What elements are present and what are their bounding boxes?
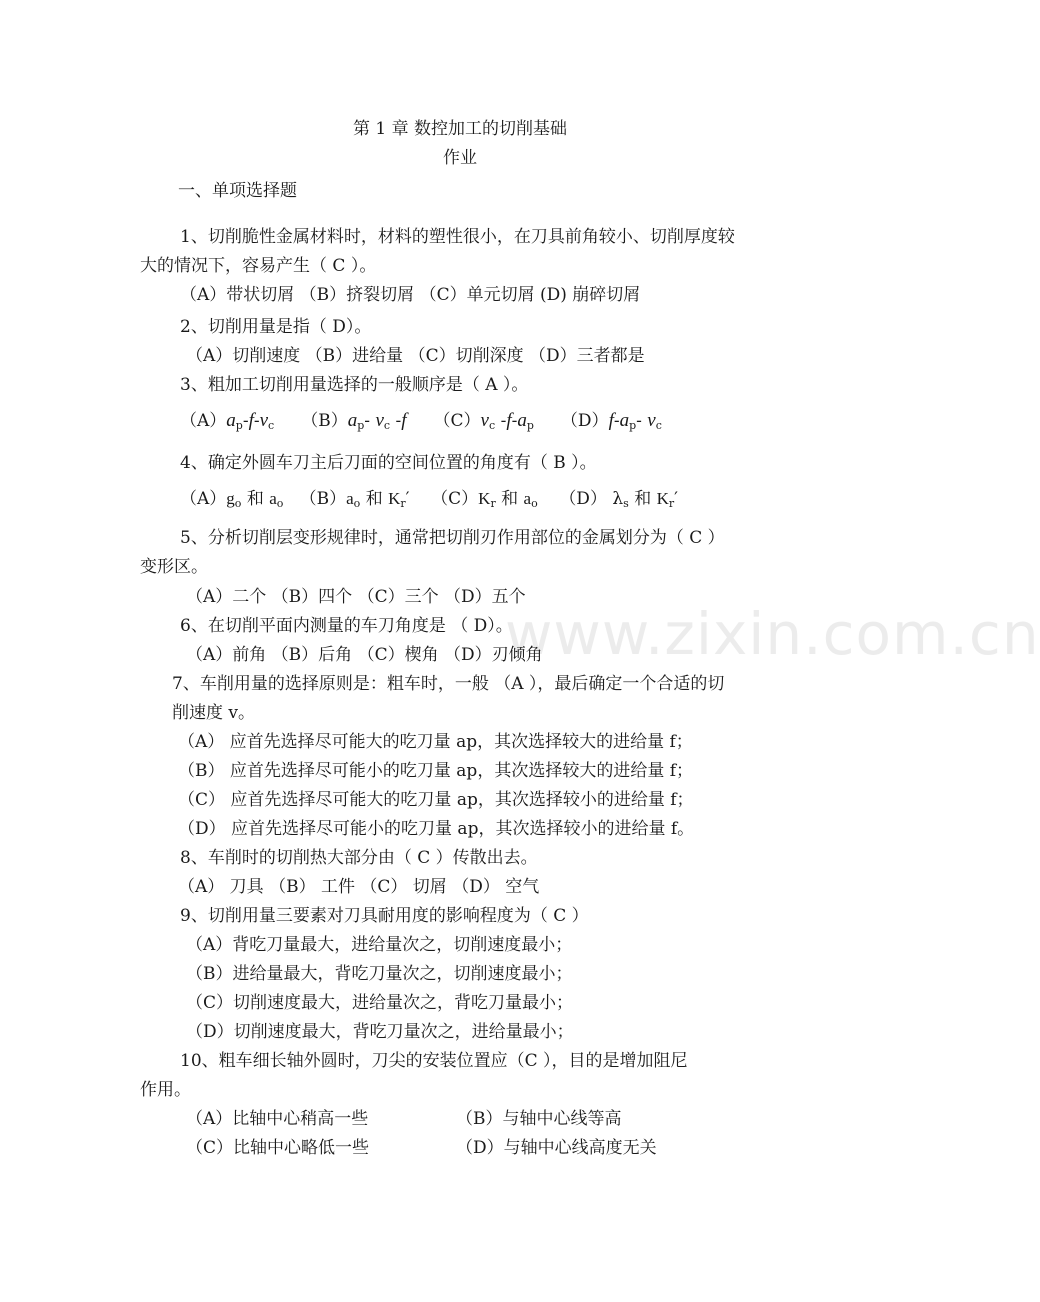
q9-option-b: （B）进给量最大，背吃刀量次之，切削速度最小； — [186, 964, 573, 984]
q3-options: $(A)a_p-f-v_c$ $(B)a_p-$ $v_c$ -f $(C)v_c$ $-f-a_p$ $(D)f-a_p-$ $v_c$ — [180, 410, 662, 432]
q1-options: （A）带状切屑 （B）挤裂切屑 （C）单元切屑 (D) 崩碎切屑 — [180, 285, 641, 305]
q9-option-a: （A）背吃刀量最大，进给量次之，切削速度最小； — [186, 935, 573, 955]
q10-stem-line2: 作用。 — [140, 1080, 191, 1100]
q10-option-c: （C）比轴中心略低一些 — [186, 1138, 370, 1158]
q10-stem-line1: 10、粗车细长轴外圆时，刀尖的安装位置应（C ），目的是增加阻尼 — [180, 1051, 688, 1071]
section-heading: 一、单项选择题 — [178, 181, 297, 201]
q5-stem-line1: 5、分析切削层变形规律时，通常把切削刃作用部位的金属划分为（ C ） — [180, 528, 725, 548]
q6-options: （A）前角 （B）后角 （C）楔角 （D）刃倾角 — [186, 645, 543, 665]
q3-stem: 3、粗加工切削用量选择的一般顺序是（ A ）。 — [180, 375, 529, 395]
q2-stem: 2、切削用量是指（ D）。 — [180, 317, 372, 337]
q5-stem-line2: 变形区。 — [140, 557, 208, 577]
q9-option-c: （C）切削速度最大，进给量次之，背吃刀量最小； — [186, 993, 574, 1013]
q7-option-a: （A） 应首先选择尽可能大的吃刀量 ap，其次选择较大的进给量 f； — [178, 732, 693, 752]
chapter-title: 第 1 章 数控加工的切削基础 — [352, 119, 568, 139]
q7-stem-line1: 7、车削用量的选择原则是：粗车时，一般 （A ），最后确定一个合适的切 — [172, 674, 725, 694]
q10-option-d: （D）与轴中心线高度无关 — [456, 1138, 657, 1158]
q8-options: （A） 刀具 （B） 工件 （C） 切屑 （D） 空气 — [178, 877, 540, 897]
q6-stem: 6、在切削平面内测量的车刀角度是 （ D）。 — [180, 616, 513, 636]
q2-options: （A）切削速度 （B）进给量 （C）切削深度 （D）三者都是 — [186, 346, 645, 366]
q7-option-d: （D） 应首先选择尽可能小的吃刀量 ap，其次选择较小的进给量 f。 — [178, 819, 695, 839]
q7-stem-line2: 削速度 v。 — [172, 703, 256, 723]
q7-option-c: （C） 应首先选择尽可能大的吃刀量 ap，其次选择较小的进给量 f； — [178, 790, 694, 810]
q4-options: $(A)g_o$ 和 $a_o$ $(B)a_o$ 和 $K_r'$ $(C)K_r$ 和 $a_o$ （D） $\lambda_s$ 和 $K_r'$ — [180, 489, 679, 510]
q5-options: （A）二个 （B）四个 （C）三个 （D）五个 — [186, 587, 526, 607]
q4-stem: 4、确定外圆车刀主后刀面的空间位置的角度有（ B ）。 — [180, 453, 597, 473]
q8-stem: 8、车削时的切削热大部分由（ C ）传散出去。 — [180, 848, 538, 868]
watermark: www.zixin.com.cn — [505, 600, 1040, 668]
q1-stem-line2: 大的情况下，容易产生（ C ）。 — [140, 256, 377, 276]
q9-stem: 9、切削用量三要素对刀具耐用度的影响程度为（ C ） — [180, 906, 589, 926]
q10-option-b: （B）与轴中心线等高 — [456, 1109, 622, 1129]
q9-option-d: （D）切削速度最大，背吃刀量次之，进给量最小； — [186, 1022, 574, 1042]
q7-option-b: （B） 应首先选择尽可能小的吃刀量 ap，其次选择较大的进给量 f； — [178, 761, 694, 781]
subtitle: 作业 — [443, 148, 477, 168]
q1-stem-line1: 1、切削脆性金属材料时，材料的塑性很小，在刀具前角较小、切削厚度较 — [180, 227, 735, 247]
q10-option-a: （A）比轴中心稍高一些 — [186, 1109, 369, 1129]
